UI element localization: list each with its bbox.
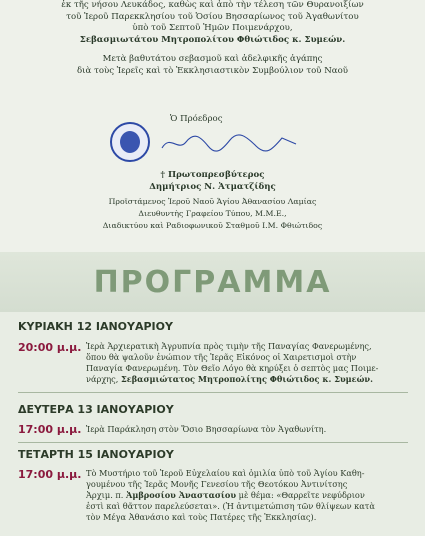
event-line: Παναγία Φανερωμένη. Τὸν Θεῖο Λόγο θὰ κηρύξει ὁ σεπτὸς μας Ποιμε-	[86, 363, 379, 373]
event-time: 20:00 μ.μ.	[18, 341, 82, 354]
event-time: 17:00 μ.μ.	[18, 423, 82, 436]
signature-block	[0, 112, 425, 252]
signatory-position: Διευθυντὴς Γραφείου Τύπου, Μ.Μ.Ε.,	[138, 209, 287, 218]
intro-line: Σεβασμιωτάτου Μητροπολίτου Φθιώτιδος κ. Συμεών.	[79, 34, 346, 45]
intro-line: ὑπὸ τοῦ Σεπτοῦ Ἡμῶν Ποιμενάρχου,	[132, 23, 293, 33]
handwritten-signature	[160, 130, 300, 156]
event-line: τὸν Μέγα Ἀθανάσιο καὶ τοὺς Πατέρες τῆς Ἐκκλησίας).	[86, 512, 317, 522]
event-description	[86, 341, 416, 385]
divider	[18, 442, 408, 443]
event-time: 17:00 μ.μ.	[18, 468, 82, 481]
intro-line: Μετὰ βαθυτάτου σεβασμοῦ καὶ ἀδελφικῆς ἀγάπης	[102, 54, 323, 64]
event-description	[86, 468, 416, 523]
event-line: Ἱερὰ Ἀρχιερατικὴ Ἀγρυπνία πρὸς τιμὴν τῆς Παναγίας Φανερωμένης,	[86, 341, 372, 351]
signatory-title: † Πρωτοπρεσβύτερος	[160, 170, 265, 180]
signatory-position: Προϊστάμενος Ἱεροῦ Ναοῦ Ἁγίου Ἀθανασίου Λαμίας	[108, 197, 317, 206]
church-seal-icon	[110, 122, 150, 162]
event-line: Ἀρχιμ. π. Ἀμβροσίου Ἀναστασίου μὲ θέμα: «Θαρρεῖτε νεφύδριον	[86, 490, 365, 500]
letter-intro	[0, 0, 425, 77]
signatory-name: Δημήτριος Ν. Ἀτματζίδης	[149, 182, 276, 192]
divider	[18, 392, 408, 393]
intro-line: διὰ τοὺς Ἱερεῖς καὶ τὸ Ἐκκλησιαστικὸν Συμβούλιον τοῦ Ναοῦ	[77, 65, 348, 76]
day-heading: ΤΕΤΑΡΤΗ 15 ΙΑΝΟΥΑΡΙΟΥ	[18, 448, 174, 461]
day-heading: ΔΕΥΤΕΡΑ 13 ΙΑΝΟΥΑΡΙΟΥ	[18, 403, 174, 416]
event-line: Τὸ Μυστήριο τοῦ Ἱεροῦ Εὐχελαίου καὶ ὁμιλία ὑπὸ τοῦ Ἁγίου Καθη-	[86, 468, 365, 478]
event-line: ὅπου θὰ ψαλοῦν ἐνώπιον τῆς Ἱερᾶς Εἰκόνος οἱ Χαιρετισμοὶ στὴν	[86, 352, 357, 362]
signatory-role: Ὁ Πρόεδρος	[170, 114, 223, 124]
event-description	[86, 424, 416, 435]
day-heading: ΚΥΡΙΑΚΗ 12 ΙΑΝΟΥΑΡΙΟΥ	[18, 320, 173, 333]
intro-line: τοῦ Ἱεροῦ Παρεκκλησίου τοῦ Ὁσίου Βησσαρίωνος τοῦ Ἀγαθωνίτου	[66, 11, 359, 22]
event-line: νάρχης, Σεβασμιώτατος Μητροπολίτης Φθιώτιδος κ. Συμεών.	[86, 374, 373, 384]
event-line: Ἱερὰ Παράκληση στὸν Ὅσιο Βησσαρίωνα τὸν Ἀγαθωνίτη.	[86, 424, 327, 434]
intro-line: ἐκ τῆς νήσου Λευκάδος, καθὼς καὶ ἀπὸ τὴν τέλεση τῶν Θυρανοιξίων	[61, 0, 364, 10]
program-title: ΠΡΟΓΡΑΜΜΑ	[93, 265, 332, 300]
signatory-position: Διαδικτύου καὶ Ραδιοφωνικοῦ Σταθμοῦ Ι.Μ. Φθιώτιδος	[102, 221, 323, 230]
event-line: ἐστὶ καὶ θᾶττον παρελεύσεται». (Ἡ ἀντιμετώπιση τῶν θλίψεων κατὰ	[86, 501, 375, 511]
event-line: γουμένου τῆς Ἱερᾶς Μονῆς Γενεσίου τῆς Θεοτόκου Ἀντινίτσης	[86, 479, 348, 489]
